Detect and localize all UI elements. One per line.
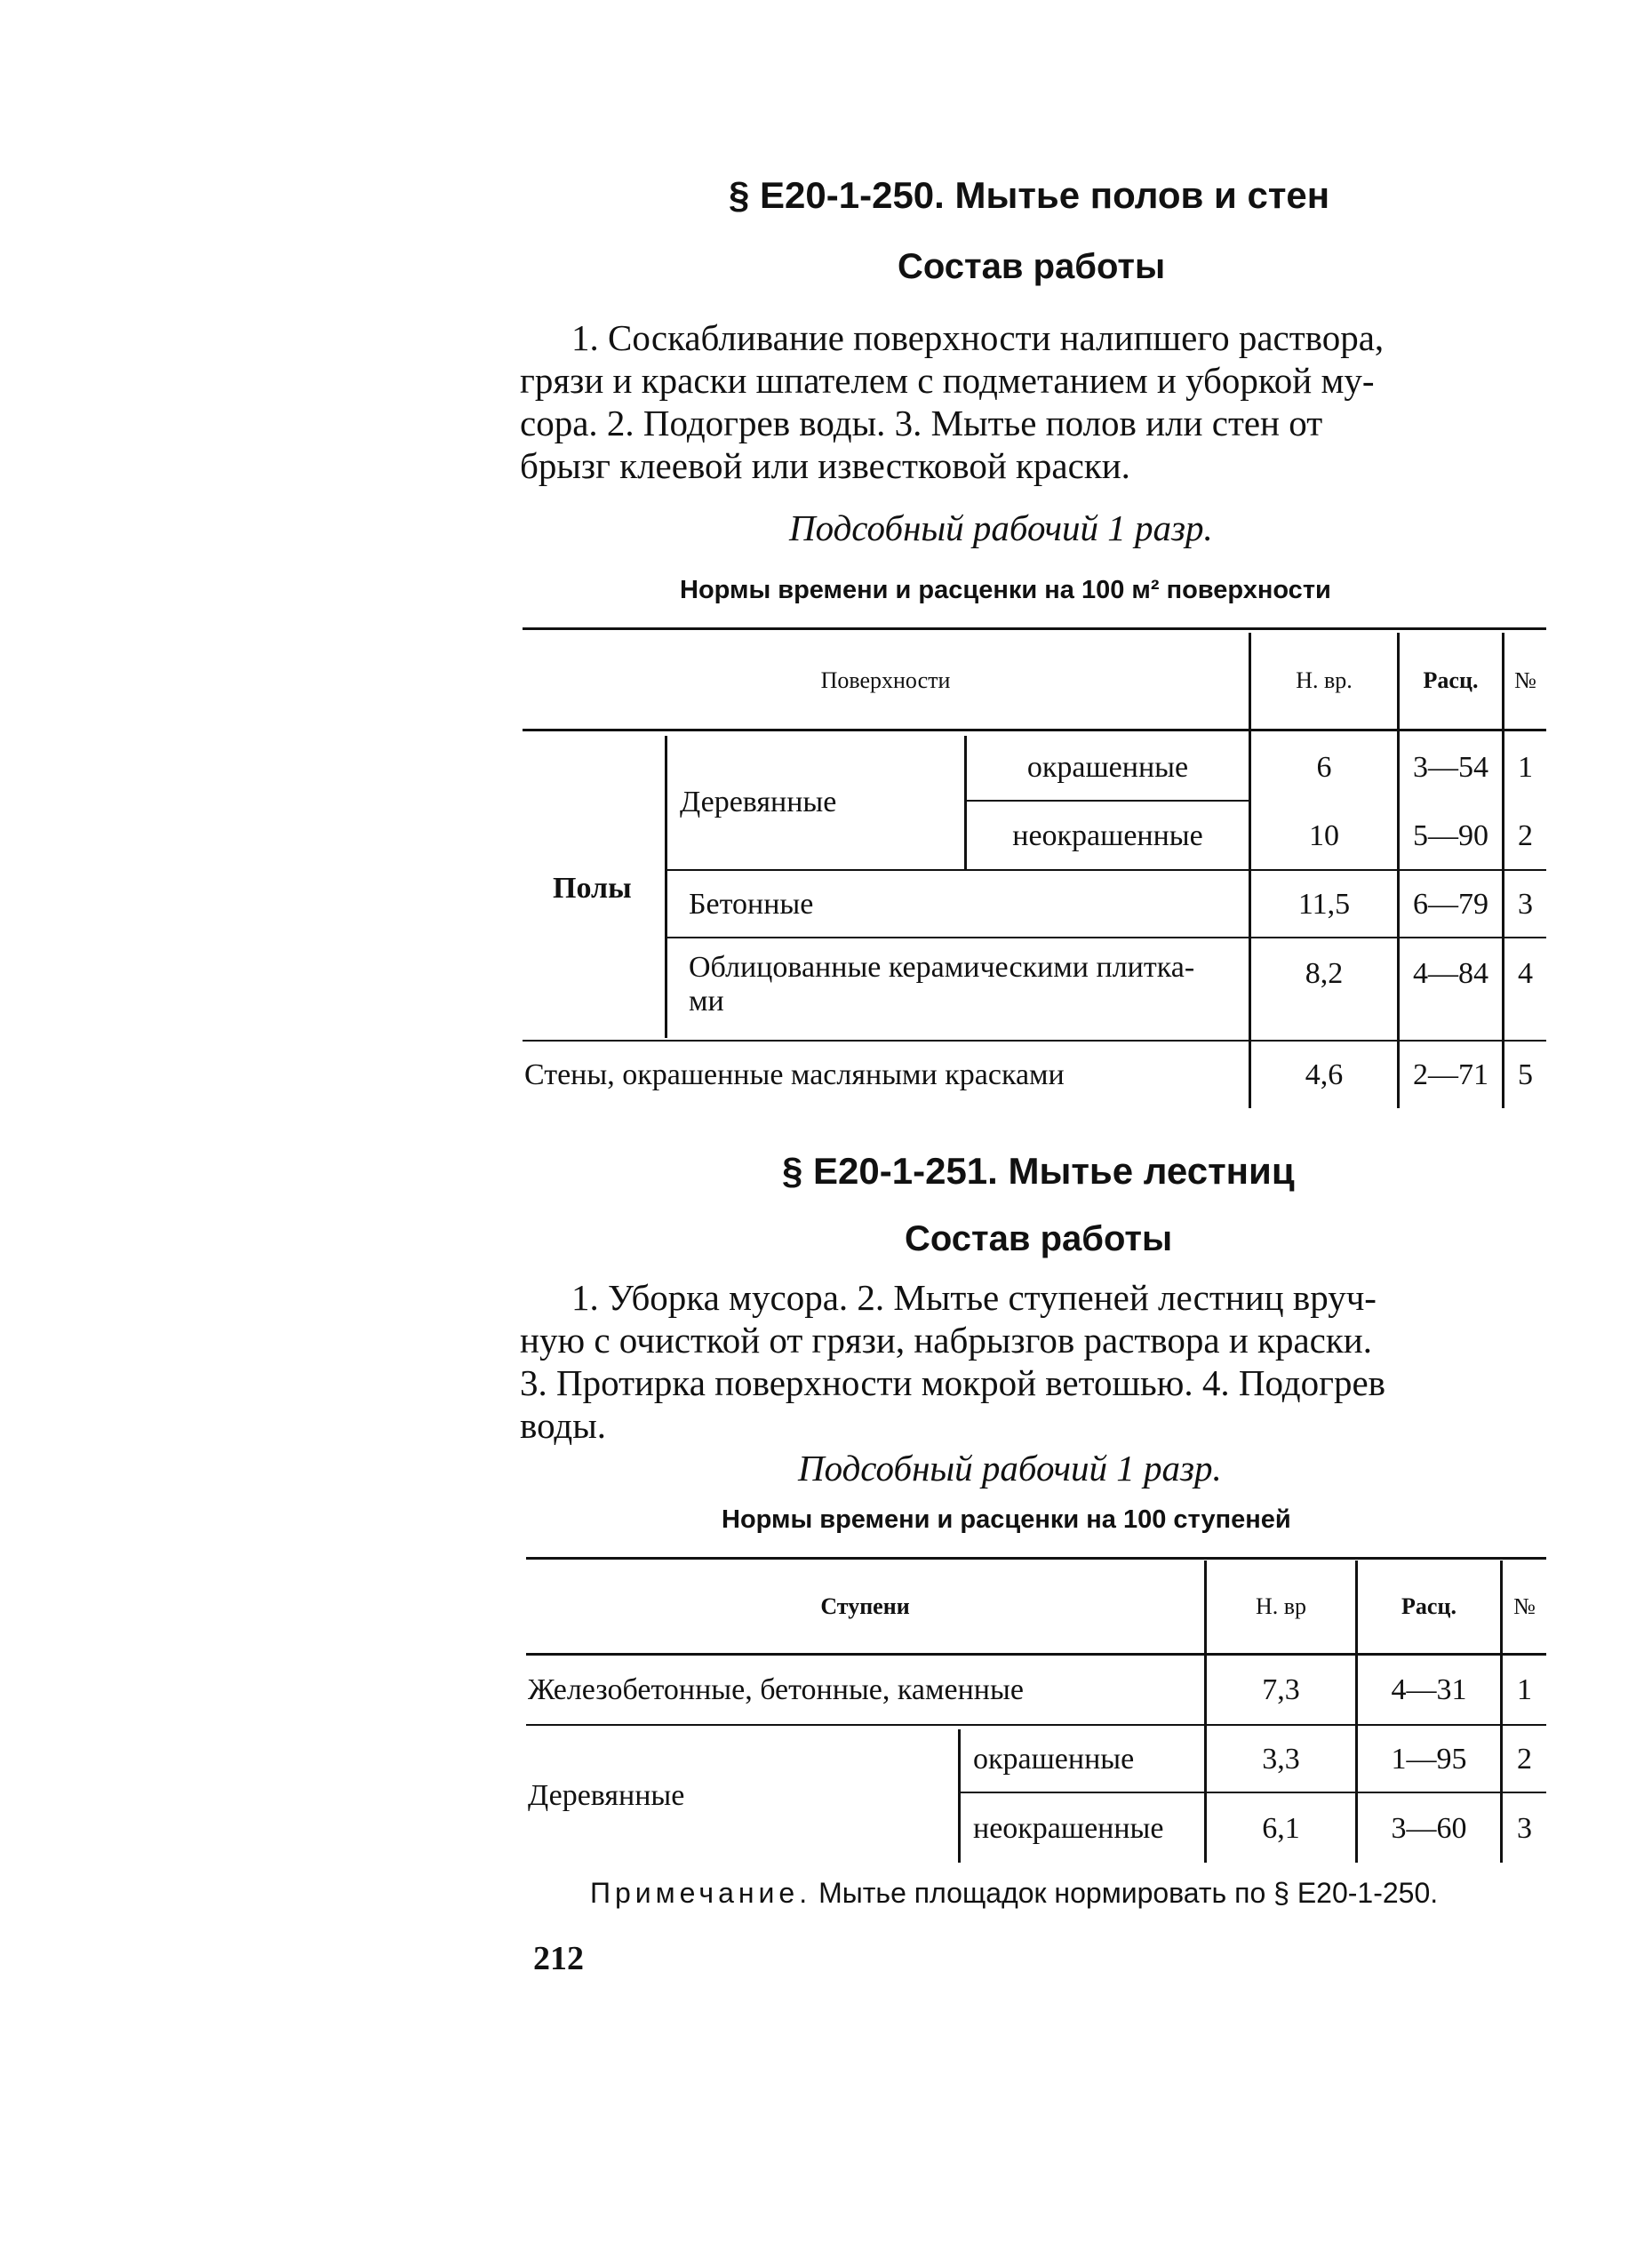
group-wood: Деревянные — [680, 786, 837, 818]
table-rule — [526, 1557, 1546, 1560]
row-norm: 7,3 — [1262, 1673, 1300, 1706]
row-num: 1 — [1517, 1673, 1532, 1706]
header-norm: Н. вр — [1255, 1593, 1307, 1619]
paragraph-line: ную с очисткой от грязи, набрызгов раствора и краски. — [520, 1320, 1372, 1361]
note-label: Примечание. — [590, 1877, 812, 1909]
section-1-subtitle: Состав работы — [898, 247, 1166, 286]
row-rate: 4—84 — [1413, 957, 1488, 990]
row-norm: 10 — [1309, 819, 1339, 852]
header-num: № — [1513, 1593, 1536, 1619]
header-norm: Н. вр. — [1296, 667, 1353, 693]
paragraph-line: 3. Протирка поверхности мокрой ветошью. 4. Подогрев — [520, 1362, 1386, 1403]
paragraph-line: 1. Уборка мусора. 2. Мытье ступеней лестниц вруч- — [571, 1277, 1377, 1318]
header-rate: Расц. — [1423, 667, 1479, 693]
section-1-worker: Подсобный рабочий 1 разр. — [789, 507, 1213, 548]
paragraph-line: сора. 2. Подогрев воды. 3. Мытье полов или стен от — [520, 403, 1323, 443]
table-rule — [960, 1792, 1546, 1793]
table-rule — [526, 1653, 1546, 1656]
row-label: Бетонные — [689, 888, 814, 921]
page-number: 212 — [533, 1940, 584, 1977]
row-num: 4 — [1518, 957, 1533, 990]
row-rate: 3—60 — [1391, 1812, 1467, 1845]
row-num: 1 — [1518, 751, 1533, 784]
row-num: 3 — [1518, 888, 1533, 921]
row-norm: 4,6 — [1305, 1058, 1344, 1091]
section-1-title: § Е20-1-250. Мытье полов и стен — [729, 174, 1330, 216]
row-rate: 2—71 — [1413, 1058, 1488, 1091]
row-num: 5 — [1518, 1058, 1533, 1091]
row-label: Железобетонные, бетонные, каменные — [528, 1673, 1024, 1706]
section-2-subtitle: Состав работы — [905, 1219, 1173, 1258]
section-2-title: § Е20-1-251. Мытье лестниц — [782, 1150, 1295, 1192]
row-num: 2 — [1517, 1743, 1532, 1776]
row-norm: 6 — [1316, 751, 1332, 784]
row-rate: 4—31 — [1391, 1673, 1467, 1706]
header-steps: Ступени — [820, 1593, 910, 1619]
row-num: 2 — [1518, 819, 1533, 852]
section-2-table-caption: Нормы времени и расценки на 100 ступеней — [722, 1505, 1291, 1534]
header-num: № — [1514, 667, 1536, 693]
row-label: Облицованные керамическими плитка- ми — [689, 951, 1195, 1018]
row-norm: 6,1 — [1262, 1812, 1300, 1845]
row-label: неокрашенные — [973, 1812, 1164, 1845]
row-rate: 3—54 — [1413, 751, 1488, 784]
row-label: окрашенные — [1026, 751, 1189, 784]
paragraph-line: грязи и краски шпателем с подметанием и уборкой му- — [520, 360, 1375, 401]
table-rule — [958, 1729, 961, 1863]
group-wood: Деревянные — [528, 1779, 685, 1812]
section-2-worker: Подсобный рабочий 1 разр. — [798, 1448, 1222, 1489]
row-num: 3 — [1517, 1812, 1532, 1845]
section-1-table-caption: Нормы времени и расценки на 100 м² поверхности — [680, 576, 1331, 604]
header-rate: Расц. — [1401, 1593, 1456, 1619]
row-rate: 6—79 — [1413, 888, 1488, 921]
table-rule — [526, 1724, 1546, 1726]
note — [590, 1877, 1438, 1910]
group-floors: Полы — [553, 872, 632, 905]
row-norm: 3,3 — [1262, 1743, 1300, 1776]
row-label: неокрашенные — [1012, 819, 1203, 852]
row-norm: 8,2 — [1305, 957, 1344, 990]
note-text: Мытье площадок нормировать по § Е20-1-250. — [818, 1877, 1439, 1909]
paragraph-line: брызг клеевой или известковой краски. — [520, 445, 1130, 486]
row-label: окрашенные — [973, 1743, 1135, 1776]
row-rate: 5—90 — [1413, 819, 1488, 852]
row-label: Стены, окрашенные масляными красками — [524, 1058, 1065, 1091]
paragraph-line: 1. Соскабливание поверхности налипшего раствора, — [571, 317, 1385, 358]
row-rate: 1—95 — [1391, 1743, 1467, 1776]
paragraph-line: воды. — [520, 1405, 607, 1446]
header-surface: Поверхности — [820, 667, 951, 693]
row-norm: 11,5 — [1297, 888, 1351, 921]
